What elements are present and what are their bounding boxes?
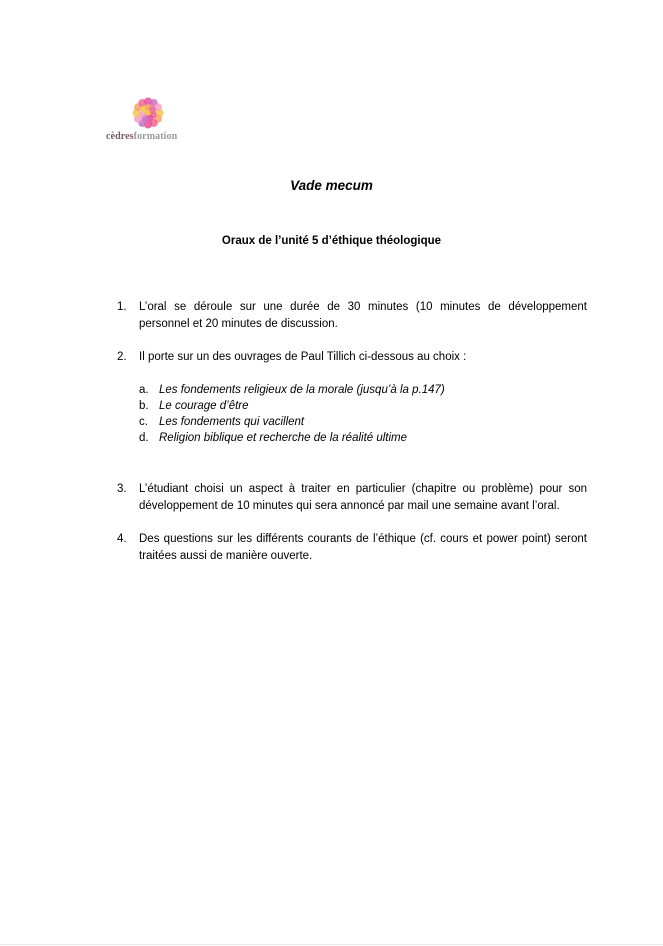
sub-list-item-letter: b. — [139, 400, 149, 412]
list-item-number: 3. — [117, 483, 127, 495]
sub-list-item-text: Religion biblique et recherche de la réalité ultime — [159, 432, 408, 444]
list-item-number: 1. — [117, 301, 127, 313]
sub-list-item — [139, 414, 589, 431]
flower-logo-icon — [130, 96, 166, 130]
sub-list-item-letter: a. — [139, 384, 149, 396]
logo-center — [146, 111, 151, 116]
logo-text-cedres: cèdres — [106, 131, 134, 142]
sub-list-item — [139, 382, 589, 399]
list-item-text: Il porte sur un des ouvrages de Paul Tillich ci-dessous au choix : — [139, 351, 467, 363]
list-item-text: L’oral se déroule sur une durée de 30 minutes (10 minutes de développement personnel et 20 minutes de discussion. — [139, 301, 587, 330]
sub-list-item — [139, 398, 589, 415]
list-item — [117, 531, 587, 565]
list-item — [117, 349, 587, 366]
sub-list-item — [139, 430, 589, 447]
page-bottom-divider — [0, 944, 663, 945]
list-item — [117, 481, 587, 515]
sub-list-item-letter: c. — [139, 416, 148, 428]
sub-list-item-text: Les fondements religieux de la morale (jusqu’à la p.147) — [159, 384, 445, 396]
list-item-text: L’étudiant choisi un aspect à traiter en particulier (chapitre ou problème) pour son développement de 10 minutes qui sera annoncé par mail une semaine avant l’oral. — [139, 483, 587, 512]
document-title: Vade mecum — [290, 178, 373, 193]
list-item-number: 2. — [117, 351, 127, 363]
cedres-formation-logo — [106, 96, 206, 148]
document-subtitle: Oraux de l’unité 5 d’éthique théologique — [221, 235, 442, 247]
logo-text-formation: formation — [133, 131, 178, 142]
list-item-text: Des questions sur les différents courants de l’éthique (cf. cours et power point) seront traitées aussi de manière ouverte. — [139, 533, 587, 562]
sub-list-item-letter: d. — [139, 432, 149, 444]
list-item — [117, 299, 587, 333]
list-item-number: 4. — [117, 533, 127, 545]
sub-list-item-text: Les fondements qui vacillent — [159, 416, 305, 428]
logo-wordmark — [106, 131, 177, 142]
sub-list-item-text: Le courage d’être — [159, 400, 249, 412]
